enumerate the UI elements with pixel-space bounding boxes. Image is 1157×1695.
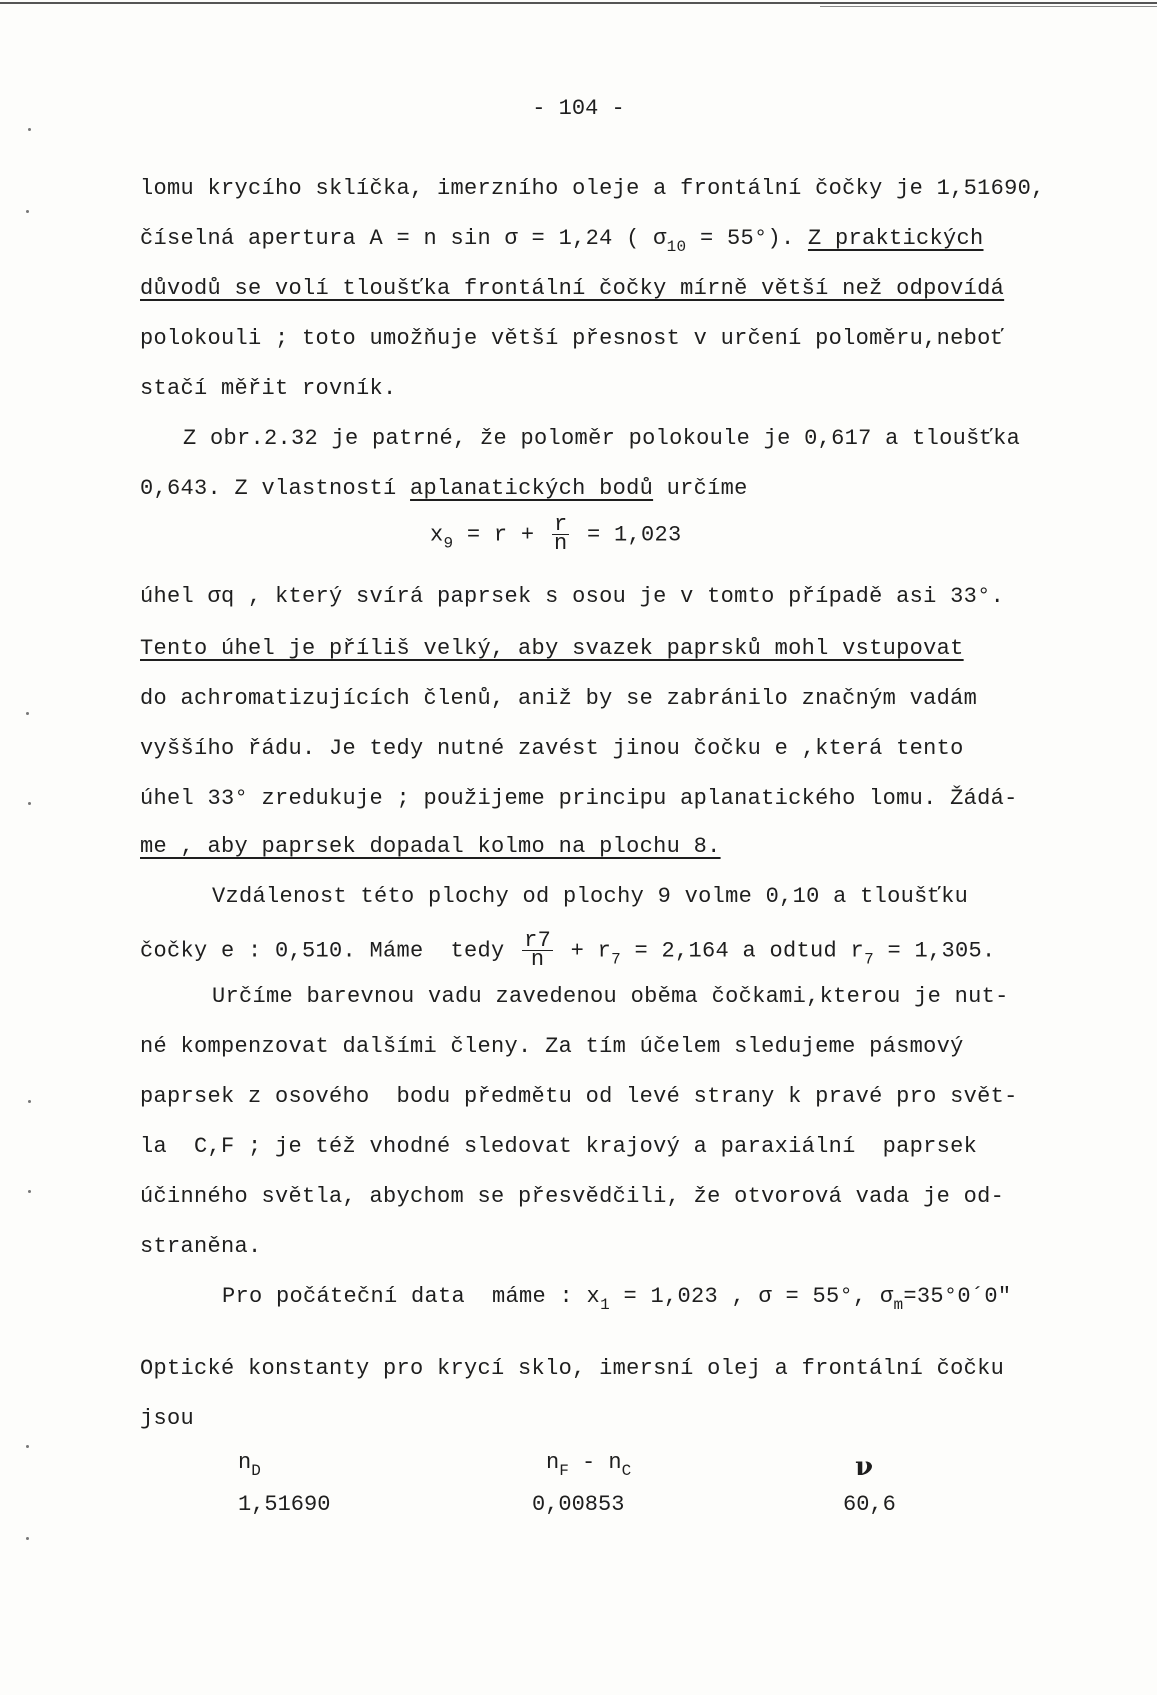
top-edge-line (0, 2, 1157, 4)
margin-speck (26, 1537, 29, 1540)
text-line-3: důvodů se volí tloušťka frontální čočky mírně větší než odpovídá (140, 276, 1005, 301)
equation-x9: $x_9 = r$ + $\frac{r}{n}$ = 1,023 (430, 512, 682, 556)
text-line-5: stačí měřit rovník. (140, 376, 397, 401)
text-line-12: úhel 33° zredukuje ; použijeme principu aplanatického lomu. Žádá- (140, 786, 1018, 811)
page-number: - 104 - (532, 96, 625, 121)
table-value-nf-nc: 0,00853 (532, 1492, 625, 1517)
text-line-4: polokouli ; toto umožňuje větší přesnost v určení poloměru,neboť (140, 326, 1005, 351)
text-line-21: straněna. (140, 1234, 262, 1259)
margin-speck (28, 1100, 31, 1103)
text-line-14: Vzdálenost této plochy od plochy 9 volme 0,10 a tloušťku (212, 884, 969, 909)
top-edge-line-secondary (820, 6, 1157, 7)
text-line-13: me , aby paprsek dopadal kolmo na plochu 8. (140, 834, 721, 859)
margin-speck (28, 1190, 31, 1193)
margin-speck (28, 128, 31, 131)
table-header-nf-nc: $n_F - n_C$ (546, 1450, 632, 1480)
text-line-9: Tento úhel je příliš velký, aby svazek paprsků mohl vstupovat (140, 636, 964, 661)
text-line-11: vyššího řádu. Je tedy nutné zavést jinou čočku e ,která tento (140, 736, 964, 761)
margin-speck (26, 1445, 29, 1448)
text-line-17: né kompenzovat dalšími členy. Za tím účelem sledujeme pásmový (140, 1034, 964, 1059)
text-line-22: Pro počáteční data máme : $x_1 = 1,023$ , σ = 55°, $\sigma_m=35^\circ 0´0$" (222, 1284, 1012, 1314)
margin-speck (26, 712, 29, 715)
table-header-nu: ν (855, 1452, 874, 1482)
table-value-nu: 60,6 (843, 1492, 896, 1517)
table-value-nd: 1,51690 (238, 1492, 331, 1517)
table-header-nd: $n_D$ (238, 1450, 261, 1480)
text-line-16: Určíme barevnou vadu zavedenou oběma čočkami,kterou je nut- (212, 984, 1009, 1009)
text-line-15: čočky e : 0,510. Máme tedy $\frac{r7}{n}$ + $r_7 = 2,164$ a odtud $r_7 = 1,305$. (140, 928, 996, 972)
text-line-18: paprsek z osového bodu předmětu od levé strany k pravé pro svět- (140, 1084, 1018, 1109)
text-line-19: la C,F ; je též vhodné sledovat krajový a paraxiální paprsek (140, 1134, 978, 1159)
text-line-2: číselná apertura A = n sin σ = 1,24 ( $\sigma_{10} = 55^\circ$). Z praktických (140, 226, 984, 256)
text-line-20: účinného světla, abychom se přesvědčili, že otvorová vada je od- (140, 1184, 1005, 1209)
text-line-24: jsou (140, 1406, 195, 1431)
text-line-6: Z obr.2.32 je patrné, že poloměr polokoule je 0,617 a tloušťka (183, 426, 1021, 451)
text-line-1: lomu krycího sklíčka, imerzního oleje a frontální čočky je 1,51690, (140, 176, 1045, 201)
fraction-r7-over-n: $\frac{r7}{n}$ (524, 928, 552, 972)
text-line-10: do achromatizujících členů, aniž by se zabránilo značným vadám (140, 686, 978, 711)
text-line-8: úhel σq , který svírá paprsek s osou je v tomto případě asi 33°. (140, 584, 1005, 609)
text-line-7: 0,643. Z vlastností aplanatických bodů určíme (140, 476, 748, 501)
fraction-r-over-n: $\frac{r}{n}$ (553, 512, 568, 556)
margin-speck (26, 210, 29, 213)
text-line-23: Optické konstanty pro krycí sklo, imersní olej a frontální čočku (140, 1356, 1005, 1381)
margin-speck (28, 802, 31, 805)
